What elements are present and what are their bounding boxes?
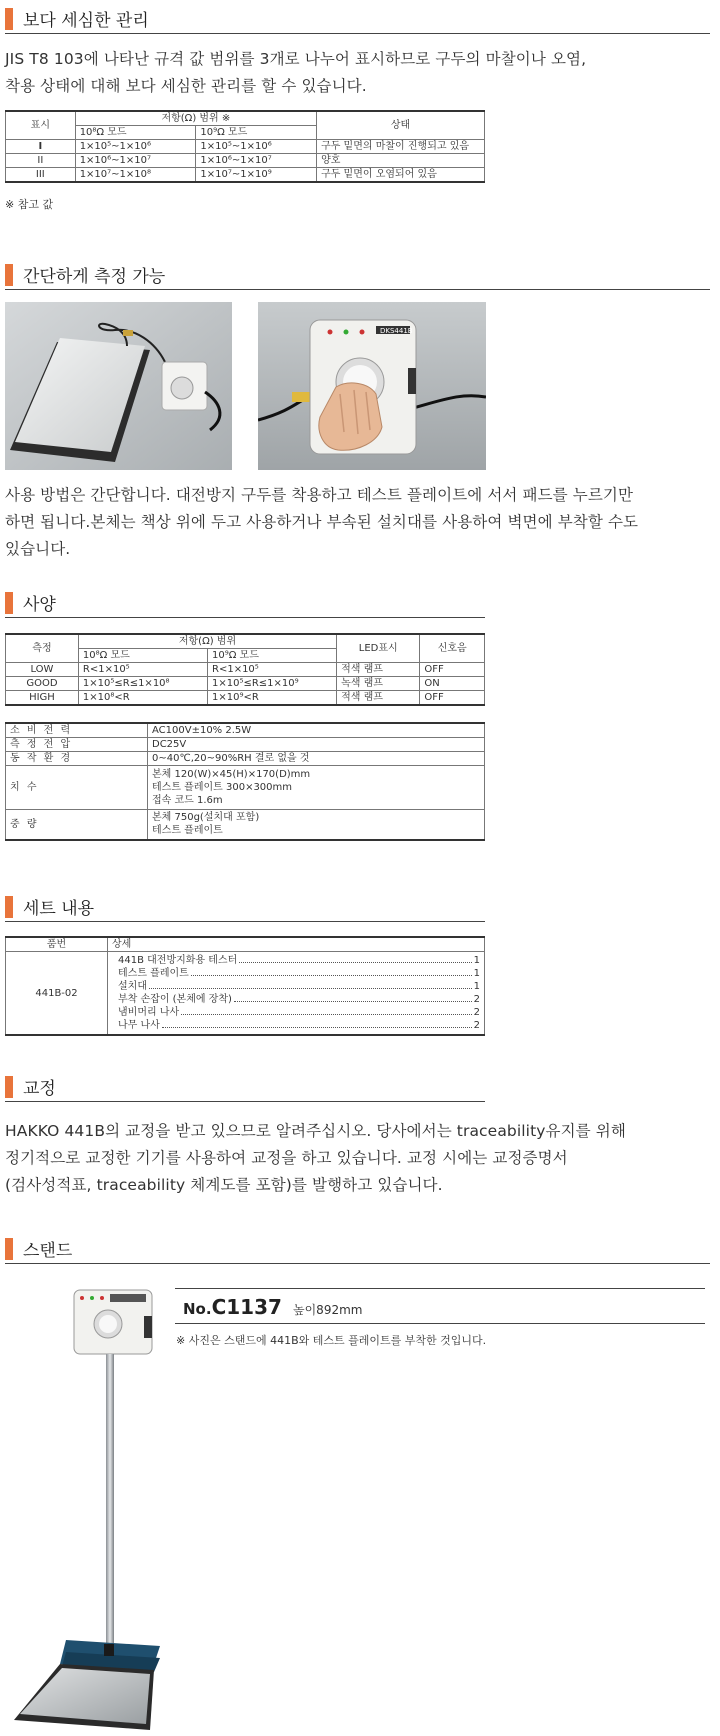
table-row: HIGH 1×10⁸<R 1×10⁹<R 적색 램프 OFF	[6, 691, 485, 706]
section-header-calibration	[5, 1072, 485, 1102]
list-item: 441B 대전방지화용 테스터 1	[118, 955, 480, 966]
photo-tester-hand	[258, 302, 486, 470]
table-row: III 1×10⁷~1×10⁸ 1×10⁷~1×10⁹ 구두 밑면이 오염되어 있음	[6, 168, 485, 183]
header-display: 표시	[6, 111, 76, 140]
table-row: 중 량 본체 750g(설치대 포함) 테스트 플레이트	[6, 810, 485, 840]
part-number: 441B-02	[6, 952, 108, 1036]
section-marker	[5, 1076, 13, 1098]
list-item: 설치대 1	[118, 981, 480, 992]
header-signal: 신호음	[420, 634, 485, 663]
section-header-stand	[5, 1234, 710, 1264]
tester-illustration	[258, 302, 486, 470]
photo-stand	[0, 1272, 180, 1732]
list-item: 부착 손잡이 (본체에 장착) 2	[118, 994, 480, 1005]
section-marker	[5, 264, 13, 286]
header-measure: 측정	[6, 634, 79, 663]
stand-model: No.C1137 높이892mm	[183, 1295, 363, 1319]
table-row: GOOD 1×10⁵≤R≤1×10⁸ 1×10⁵≤R≤1×10⁹ 녹색 램프 ON	[6, 677, 485, 691]
section-title: 보다 세심한 관리	[23, 11, 149, 31]
device-brand-label: DKS441B	[380, 327, 413, 335]
header-detail: 상세	[108, 937, 485, 952]
stand-height: 높이892mm	[293, 1303, 363, 1317]
measurement-table	[5, 633, 485, 706]
header-range: 저항(Ω) 범위	[78, 634, 336, 649]
test-plate-illustration	[5, 302, 232, 470]
section-title: 교정	[23, 1079, 56, 1099]
list-item: 나무 나사 2	[118, 1020, 480, 1031]
item-list	[108, 952, 485, 1036]
easy-measure-paragraph: 사용 방법은 간단합니다. 대전방지 구두를 착용하고 테스트 플레이트에 서서 패드를 누르기만 하면 됩니다.본체는 책상 위에 두고 사용하거나 부속된 설치대를 사용하여 벽면에 부착할 수도 있습니다.	[5, 486, 639, 558]
table-row: 소 비 전 력 AC100V±10% 2.5W	[6, 723, 485, 738]
section-marker	[5, 896, 13, 918]
list-item: 냄비머리 나사 2	[118, 1007, 480, 1018]
header-mode-a: 10⁸Ω 모드	[78, 649, 207, 663]
management-paragraph: JIS T8 103에 나타난 규격 값 범위를 3개로 나누어 표시하므로 구두의 마찰이나 오염, 착용 상태에 대해 보다 세심한 관리를 할 수 있습니다.	[5, 50, 587, 95]
section-marker	[5, 1238, 13, 1260]
section-title: 사양	[23, 595, 56, 615]
stand-photo-note: ※ 사진은 스탠드에 441B와 테스트 플레이트를 부착한 것입니다.	[176, 1334, 487, 1347]
section-title: 세트 내용	[23, 899, 95, 919]
reference-note: ※ 참고 값	[5, 198, 54, 211]
model-number: C1137	[211, 1295, 282, 1319]
table-row: 측 정 전 압 DC25V	[6, 738, 485, 752]
stand-model-box	[175, 1288, 705, 1324]
header-mode-b: 10⁹Ω 모드	[196, 126, 317, 140]
section-title: 간단하게 측정 가능	[23, 267, 166, 287]
photo-test-plate	[5, 302, 232, 470]
spec-table	[5, 722, 485, 841]
stand-illustration	[0, 1272, 180, 1732]
table-row: I 1×10⁵~1×10⁶ 1×10⁵~1×10⁶ 구두 밑면의 마찰이 진행되고 있음	[6, 140, 485, 154]
table-row: 동 작 환 경 0~40℃,20~90%RH 결로 없을 것	[6, 752, 485, 766]
section-header-specs	[5, 588, 485, 618]
list-item: 테스트 플레이트 1	[118, 968, 480, 979]
table-row: LOW R<1×10⁵ R<1×10⁵ 적색 램프 OFF	[6, 663, 485, 677]
section-marker	[5, 8, 13, 30]
header-mode-a: 10⁸Ω 모드	[75, 126, 196, 140]
header-part-no: 품번	[6, 937, 108, 952]
section-header-set-contents	[5, 892, 485, 922]
header-mode-b: 10⁹Ω 모드	[208, 649, 337, 663]
section-header-easy-measure	[5, 260, 710, 290]
table-row: II 1×10⁶~1×10⁷ 1×10⁶~1×10⁷ 양호	[6, 154, 485, 168]
section-marker	[5, 592, 13, 614]
management-table	[5, 110, 485, 183]
set-contents-table	[5, 936, 485, 1036]
header-range: 저항(Ω) 범위 ※	[75, 111, 316, 126]
table-row: 치 수 본체 120(W)×45(H)×170(D)mm 테스트 플레이트 300×300mm 접속 코드 1.6m	[6, 766, 485, 810]
section-title: 스탠드	[23, 1241, 73, 1261]
section-header-management	[5, 4, 710, 34]
calibration-paragraph: HAKKO 441B의 교정을 받고 있으므로 알려주십시오. 당사에서는 traceability유지를 위해 정기적으로 교정한 기기를 사용하여 교정을 하고 있습니다. 교정 시에는 교정증명서 (검사성적표, traceability 체계도를 포함)를 발행하고 있습니다.	[5, 1122, 626, 1194]
header-led: LED표시	[337, 634, 420, 663]
header-status: 상태	[317, 111, 485, 140]
